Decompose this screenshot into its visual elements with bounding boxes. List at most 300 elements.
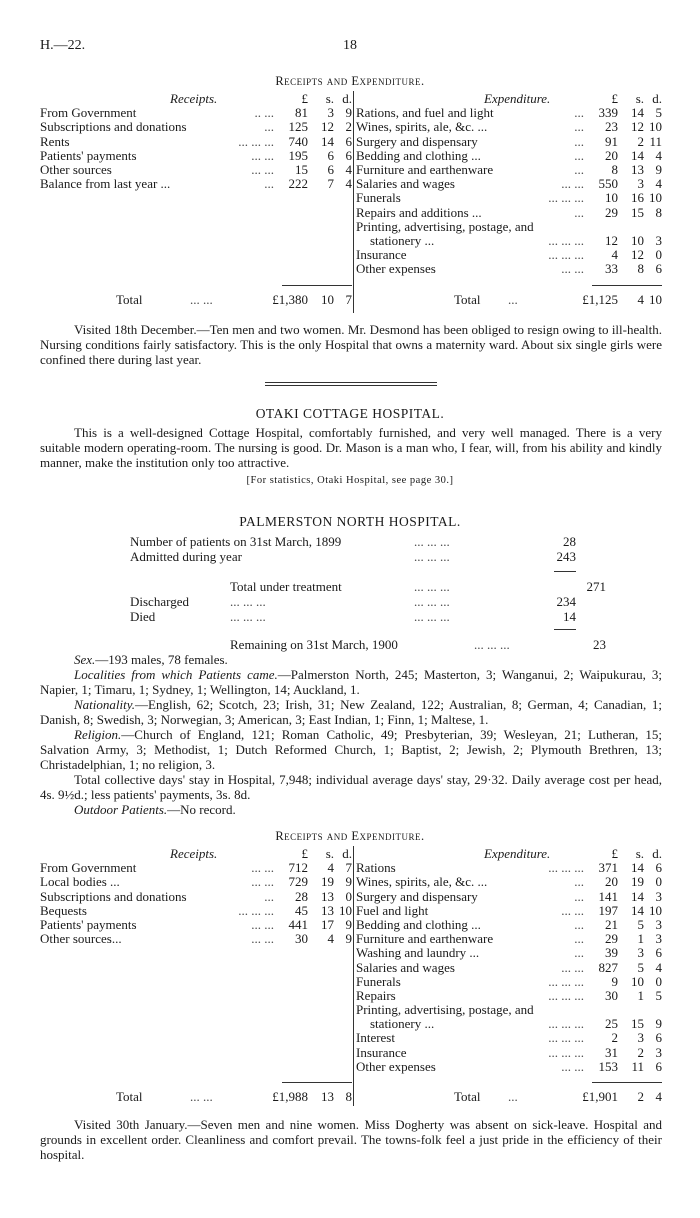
row-label: Surgery and dispensary (356, 888, 478, 904)
shillings-value: 12 (631, 247, 644, 263)
pounds-value: 4 (611, 247, 618, 263)
leader-dots: ... ... (561, 261, 584, 277)
pence-value: 6 (345, 147, 352, 163)
pence-value: 6 (655, 945, 662, 961)
leader-dots: ... ... ... (414, 534, 450, 549)
row-label: Local bodies ... (40, 874, 120, 890)
report-reference: H.—22. (40, 38, 86, 53)
pence-value: 0 (655, 973, 662, 989)
row-label: Interest (356, 1030, 395, 1046)
leader-dots: ... ... ... (230, 609, 266, 624)
pounds-value: 30 (605, 987, 618, 1003)
pence-value: 4 (655, 176, 662, 192)
leader-dots: ... (264, 888, 274, 904)
expenditure-rows (356, 105, 662, 275)
pence-value: 6 (345, 133, 352, 149)
shillings-value: 8 (637, 261, 644, 277)
religion-text: —Church of England, 121; Roman Catholic, 49; Presbyterian, 39; Wesleyan, 21; Lutheran, 15; Salvation Army, 3; Methodist, 1; Dutch Reformed Church, 1; Baptist, 2; Jewish, 2; Plymouth Brethren, 13; Christadelphian, 1; no religion, 3. (40, 727, 662, 772)
patients-start-label: Number of patients on 31st March, 1899 (130, 534, 342, 549)
pence-value: 10 (649, 119, 662, 135)
died-value: 14 (563, 609, 576, 624)
expenditure-heading: Expenditure. (484, 846, 551, 861)
shillings-value: 16 (631, 190, 644, 206)
row-label: Wines, spirits, ale, &c. ... (356, 874, 488, 890)
leader-dots: ... ... ... (548, 247, 584, 263)
table-row (356, 233, 662, 247)
pounds-value: 10 (605, 190, 618, 206)
pence-value: 4 (655, 959, 662, 975)
row-label: Subscriptions and donations (40, 888, 187, 904)
leader-dots: ... (574, 931, 584, 947)
pounds-value: 29 (605, 931, 618, 947)
table-row (356, 945, 662, 959)
shillings-value: 14 (631, 902, 644, 918)
table-row (40, 889, 352, 903)
receipts-expenditure-table (40, 91, 662, 313)
pounds-value: 20 (605, 147, 618, 163)
row-label: Rents (40, 133, 70, 149)
pence-value: 9 (655, 161, 662, 177)
total-shillings: 2 (637, 1089, 644, 1104)
receipts-column (40, 91, 352, 190)
shillings-value: 7 (327, 176, 334, 192)
pounds-value: 91 (605, 133, 618, 149)
row-label: Salaries and wages (356, 959, 455, 975)
row-label: Other sources... (40, 931, 122, 947)
row-label: Wines, spirits, ale, &c. ... (356, 119, 488, 135)
shilling-heading: s. (325, 91, 334, 106)
expenditure-heading: Expenditure. (484, 91, 551, 106)
pence-value: 10 (649, 902, 662, 918)
outdoor-label: Outdoor Patients. (74, 802, 168, 817)
localities-label: Localities from which Patients came. (74, 667, 278, 682)
row-label: Salaries and wages (356, 176, 455, 192)
pence-heading: d. (652, 91, 662, 106)
shillings-value: 10 (631, 973, 644, 989)
page-number: 18 (343, 38, 357, 53)
row-label: Washing and laundry ... (356, 945, 480, 961)
total-shillings: 4 (637, 292, 644, 307)
pounds-value: 222 (288, 176, 308, 192)
pence-value: 10 (649, 190, 662, 206)
leader-dots: ... ... ... (414, 594, 450, 609)
pence-value: 9 (345, 931, 352, 947)
shillings-value: 12 (631, 119, 644, 135)
leader-dots: ... ... ... (548, 1044, 584, 1060)
table-row (40, 176, 352, 190)
table-row (356, 119, 662, 133)
total-pence: 10 (649, 292, 662, 307)
table-row (356, 176, 662, 190)
leader-dots: ... ... (251, 874, 274, 890)
table-row (356, 1016, 662, 1030)
table-heading: Receipts and Expenditure. (275, 829, 425, 843)
leader-dots: ... ... ... (548, 232, 584, 248)
sum-rule (554, 571, 576, 572)
row-label: Furniture and earthenware (356, 931, 494, 947)
leader-dots: ... ... (561, 959, 584, 975)
shillings-value: 15 (631, 1016, 644, 1032)
row-label: Balance from last year ... (40, 176, 171, 192)
leader-dots: ... ... ... (414, 549, 450, 564)
leader-dots: ... ... (251, 931, 274, 947)
palmerston-details (40, 652, 662, 817)
column-divider (353, 91, 354, 313)
shillings-value: 13 (631, 161, 644, 177)
pounds-value: 45 (295, 902, 308, 918)
sex-label: Sex. (74, 652, 96, 667)
sum-rule (554, 629, 576, 630)
shillings-value: 11 (631, 1058, 644, 1074)
table-row (356, 903, 662, 917)
localities-text: —Palmerston North, 245; Masterton, 3; Wanganui, 2; Waipukurau, 3; Napier, 1; Timaru, 1; Sydney, 1; Wellington, 14; Auckland, 1. (40, 667, 662, 697)
visit-text: Visited 30th January.—Seven men and nine women. Miss Dogherty was absent on sick-leave. Hospital and grounds in excellent order. Cleanliness and comfort prevail. The towns-folk feel a just pride in the efficiency of their hospital. (40, 1117, 662, 1162)
table-row (356, 1030, 662, 1044)
table-row (356, 105, 662, 119)
shillings-value: 14 (631, 888, 644, 904)
leader-dots: ... ... ... (548, 1030, 584, 1046)
expenditure-total-row (356, 1089, 662, 1103)
row-label: From Government (40, 860, 137, 876)
nationality-label: Nationality. (74, 697, 136, 712)
expenditure-column (356, 91, 662, 275)
table-row (356, 1045, 662, 1059)
pounds-value: 2 (611, 1030, 618, 1046)
receipts-header-row (40, 91, 352, 105)
shillings-value: 5 (637, 916, 644, 932)
total-label: Total (116, 1089, 143, 1104)
remaining-label: Remaining on 31st March, 1900 (230, 637, 398, 652)
pence-value: 3 (655, 888, 662, 904)
table-row (40, 903, 352, 917)
collective-stay-paragraph: Total collective days' stay in Hospital, 7,948; individual average days' stay, 29·32. Daily average cost per head, 4s. 9½d.; less patients' payments, 3s. 8d. (40, 772, 662, 802)
sex-text: —193 males, 78 females. (95, 652, 228, 667)
leader-dots: ... ... ... (238, 902, 274, 918)
row-label: Patients' payments (40, 916, 137, 932)
shillings-value: 14 (631, 105, 644, 121)
total-treatment-value: 271 (586, 579, 606, 594)
leader-dots: ... (508, 292, 518, 307)
pounds-value: 20 (605, 874, 618, 890)
leader-dots: ... ... (251, 161, 274, 177)
leader-dots: ... ... ... (414, 579, 450, 594)
shillings-value: 19 (321, 874, 334, 890)
row-label: Funerals (356, 973, 401, 989)
shillings-value: 5 (637, 959, 644, 975)
table-heading: Receipts and Expenditure. (275, 74, 425, 88)
pence-value: 9 (345, 105, 352, 121)
leader-dots: ... ... ... (230, 594, 266, 609)
pounds-value: 827 (598, 959, 618, 975)
pence-heading: d. (342, 846, 352, 861)
leader-dots: ... ... (251, 916, 274, 932)
table-row (356, 205, 662, 219)
total-pence: 8 (345, 1089, 352, 1104)
total-label: Total (116, 292, 143, 307)
row-label: Fuel and light (356, 902, 429, 918)
shillings-value: 19 (631, 874, 644, 890)
total-label: Total (454, 292, 481, 307)
pence-value: 6 (655, 1058, 662, 1074)
receipts-header-row (40, 846, 352, 860)
row-label: Insurance (356, 1044, 407, 1060)
pence-value: 3 (655, 232, 662, 248)
leader-dots: ... (508, 1089, 518, 1104)
pounds-value: 81 (295, 105, 308, 121)
pound-heading: £ (301, 846, 308, 861)
expenditure-header-row (356, 91, 662, 105)
pounds-value: 740 (288, 133, 308, 149)
receipts-column (40, 846, 352, 945)
table-row (40, 119, 352, 133)
table-row (356, 917, 662, 931)
sex-paragraph (40, 652, 662, 667)
expenditure-rows (356, 860, 662, 1073)
leader-dots: ... (574, 119, 584, 135)
pence-value: 10 (339, 902, 352, 918)
pence-value: 3 (655, 931, 662, 947)
section-divider (265, 382, 437, 383)
sum-rule (282, 285, 352, 286)
receipts-rows (40, 105, 352, 190)
discharged-value: 234 (556, 594, 576, 609)
sum-rule (282, 1082, 352, 1083)
row-label: Printing, advertising, postage, and (356, 1002, 534, 1018)
admitted-value: 243 (556, 549, 576, 564)
table-row (40, 148, 352, 162)
table-row (356, 1002, 662, 1016)
pounds-value: 153 (598, 1058, 618, 1074)
shillings-value: 15 (631, 204, 644, 220)
pounds-value: 28 (295, 888, 308, 904)
row-label: Furniture and earthenware (356, 161, 494, 177)
pence-value: 6 (655, 860, 662, 876)
table-row (40, 874, 352, 888)
table-row (40, 162, 352, 176)
shillings-value: 14 (631, 860, 644, 876)
total-pounds: £1,901 (582, 1089, 618, 1104)
pence-value: 0 (345, 888, 352, 904)
visit-paragraph (40, 322, 662, 367)
receipts-total-row (40, 292, 352, 306)
shillings-value: 10 (631, 232, 644, 248)
pounds-value: 729 (288, 874, 308, 890)
pounds-value: 30 (295, 931, 308, 947)
pounds-value: 550 (598, 176, 618, 192)
leader-dots: ... ... (561, 176, 584, 192)
visit-text: Visited 18th December.—Ten men and two women. Mr. Desmond has been obliged to resign owing to ill-health. Nursing conditions fairly satisfactory. This is the only Hospital that owns a maternity ward. About six single girls were confined there during last year. (40, 322, 662, 367)
nationality-text: —English, 62; Scotch, 23; Irish, 31; New Zealand, 122; Australian, 8; German, 4; Canadian, 1; Danish, 8; Swedish, 3; Norwegian, 3; American, 3; East Indian, 1; Finn, 1; Maltese, 1. (40, 697, 662, 727)
leader-dots: ... ... ... (474, 637, 510, 652)
row-label: From Government (40, 105, 137, 121)
leader-dots: ... (574, 161, 584, 177)
total-pounds: £1,125 (582, 292, 618, 307)
pence-value: 3 (655, 1044, 662, 1060)
otaki-title: OTAKI COTTAGE HOSPITAL. (255, 406, 445, 421)
pounds-value: 31 (605, 1044, 618, 1060)
row-label: Bedding and clothing ... (356, 147, 481, 163)
table-row (356, 860, 662, 874)
table-row (356, 1059, 662, 1073)
total-treatment-label: Total under treatment (230, 579, 342, 594)
otaki-text: This is a well-designed Cottage Hospital, comfortably furnished, and very well managed. There is a very suitable modern operating-room. The nursing is good. Dr. Mason is a man who, I fear, will, from his ability and kindly manner, make the institution only too attractive. (40, 425, 662, 470)
outdoor-paragraph (40, 802, 662, 817)
pence-heading: d. (342, 91, 352, 106)
otaki-note: [For statistics, Otaki Hospital, see page 30.] (246, 475, 454, 486)
pounds-value: 441 (288, 916, 308, 932)
shillings-value: 6 (327, 147, 334, 163)
pence-value: 11 (649, 133, 662, 149)
patients-start-value: 28 (563, 534, 576, 549)
leader-dots: ... ... ... (548, 987, 584, 1003)
pound-heading: £ (301, 91, 308, 106)
shillings-value: 13 (321, 888, 334, 904)
leader-dots: ... ... (190, 1089, 213, 1104)
shillings-value: 12 (321, 119, 334, 135)
shilling-heading: s. (635, 91, 644, 106)
table-row (356, 261, 662, 275)
leader-dots: ... ... ... (548, 973, 584, 989)
pounds-value: 8 (611, 161, 618, 177)
receipts-expenditure-table (40, 846, 662, 1108)
pounds-value: 21 (605, 916, 618, 932)
pounds-value: 371 (598, 860, 618, 876)
pound-heading: £ (611, 846, 618, 861)
pounds-value: 39 (605, 945, 618, 961)
total-label: Total (454, 1089, 481, 1104)
row-label: Insurance (356, 247, 407, 263)
table-row (356, 162, 662, 176)
leader-dots: .. ... (254, 105, 274, 121)
pence-value: 3 (655, 916, 662, 932)
pounds-value: 712 (288, 860, 308, 876)
shillings-value: 3 (637, 176, 644, 192)
receipts-heading: Receipts. (170, 846, 218, 861)
table-row (40, 860, 352, 874)
leader-dots: ... ... (251, 147, 274, 163)
pounds-value: 197 (598, 902, 618, 918)
shillings-value: 6 (327, 161, 334, 177)
outdoor-text: —No record. (167, 802, 236, 817)
table-row (356, 148, 662, 162)
table-row (356, 190, 662, 204)
sum-rule (592, 285, 662, 286)
total-pence: 7 (345, 292, 352, 307)
shillings-value: 4 (327, 931, 334, 947)
leader-dots: ... ... (190, 292, 213, 307)
row-label: Bequests (40, 902, 87, 918)
pence-value: 4 (345, 161, 352, 177)
column-divider (353, 846, 354, 1106)
row-label: Other sources (40, 161, 112, 177)
shilling-heading: s. (325, 846, 334, 861)
table-row (356, 247, 662, 261)
row-label: stationery ... (370, 1016, 435, 1032)
receipts-rows (40, 860, 352, 945)
pence-value: 4 (655, 147, 662, 163)
row-label: Rations, and fuel and light (356, 105, 494, 121)
row-label: Surgery and dispensary (356, 133, 478, 149)
shillings-value: 14 (321, 133, 334, 149)
row-label: Patients' payments (40, 147, 137, 163)
pence-heading: d. (652, 846, 662, 861)
total-shillings: 10 (321, 292, 334, 307)
died-label: Died (130, 609, 156, 624)
total-pounds: £1,380 (272, 292, 308, 307)
leader-dots: ... (574, 105, 584, 121)
shillings-value: 3 (637, 945, 644, 961)
pounds-value: 141 (598, 888, 618, 904)
table-row (356, 960, 662, 974)
religion-paragraph (40, 727, 662, 772)
pounds-value: 15 (295, 161, 308, 177)
receipts-total-row (40, 1089, 352, 1103)
pence-value: 0 (655, 874, 662, 890)
discharged-label: Discharged (130, 594, 189, 609)
total-shillings: 13 (321, 1089, 334, 1104)
row-label: Bedding and clothing ... (356, 916, 481, 932)
leader-dots: ... (574, 874, 584, 890)
table-row (356, 889, 662, 903)
row-label: Other expenses (356, 1058, 436, 1074)
table-row (40, 931, 352, 945)
expenditure-total-row (356, 292, 662, 306)
leader-dots: ... (574, 888, 584, 904)
pounds-value: 9 (611, 973, 618, 989)
section-divider (265, 385, 437, 386)
pounds-value: 195 (288, 147, 308, 163)
pence-value: 9 (655, 1016, 662, 1032)
leader-dots: ... ... ... (238, 133, 274, 149)
shillings-value: 1 (637, 931, 644, 947)
nationality-paragraph (40, 697, 662, 727)
otaki-paragraph (40, 425, 662, 470)
shillings-value: 17 (321, 916, 334, 932)
leader-dots: ... (264, 119, 274, 135)
pounds-value: 33 (605, 261, 618, 277)
pence-value: 2 (345, 119, 352, 135)
expenditure-header-row (356, 846, 662, 860)
leader-dots: ... (574, 133, 584, 149)
row-label: Subscriptions and donations (40, 119, 187, 135)
pounds-value: 125 (288, 119, 308, 135)
table-row (356, 219, 662, 233)
pounds-value: 12 (605, 232, 618, 248)
shillings-value: 14 (631, 147, 644, 163)
pence-value: 4 (345, 176, 352, 192)
shillings-value: 1 (637, 987, 644, 1003)
shillings-value: 3 (637, 1030, 644, 1046)
total-pounds: £1,988 (272, 1089, 308, 1104)
table-row (40, 917, 352, 931)
shillings-value: 3 (327, 105, 334, 121)
admitted-label: Admitted during year (130, 549, 242, 564)
pence-value: 5 (655, 987, 662, 1003)
shillings-value: 2 (637, 1044, 644, 1060)
leader-dots: ... ... (561, 902, 584, 918)
table-row (356, 134, 662, 148)
localities-paragraph (40, 667, 662, 697)
row-label: Printing, advertising, postage, and (356, 218, 534, 234)
table-row (356, 974, 662, 988)
table-row (356, 988, 662, 1002)
row-label: Rations (356, 860, 396, 876)
shillings-value: 2 (637, 133, 644, 149)
pounds-value: 29 (605, 204, 618, 220)
pence-value: 7 (345, 860, 352, 876)
row-label: Funerals (356, 190, 401, 206)
row-label: Other expenses (356, 261, 436, 277)
